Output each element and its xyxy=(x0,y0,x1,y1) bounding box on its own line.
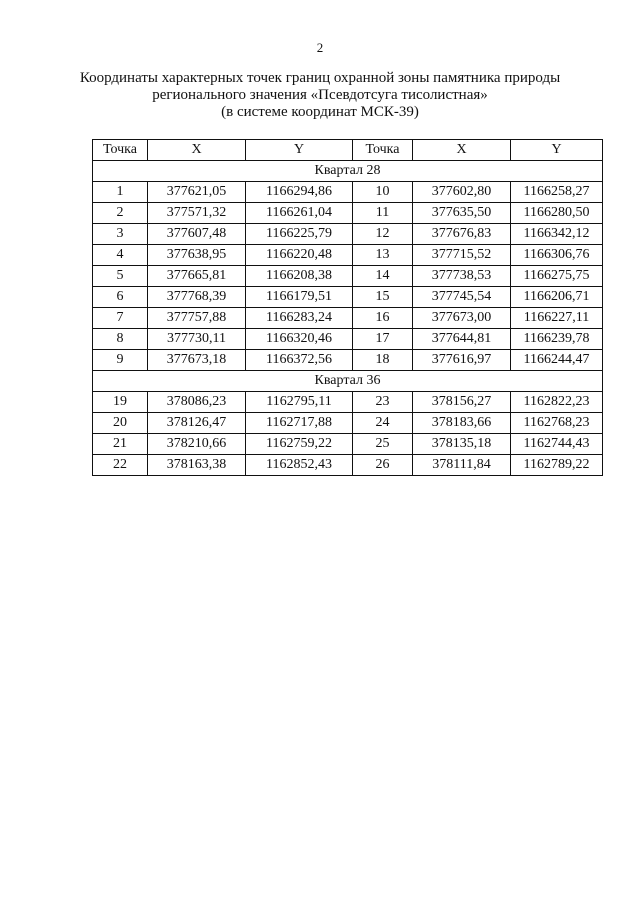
cell-y: 1166208,38 xyxy=(246,266,353,287)
cell-point-2: 14 xyxy=(353,266,413,287)
table-row xyxy=(93,182,603,203)
cell-x: 377673,18 xyxy=(148,350,246,371)
section-label: Квартал 28 xyxy=(93,161,603,182)
cell-point-2: 18 xyxy=(353,350,413,371)
cell-x: 377571,32 xyxy=(148,203,246,224)
cell-x-2: 378111,84 xyxy=(413,455,511,476)
table-row xyxy=(93,308,603,329)
cell-x: 377768,39 xyxy=(148,287,246,308)
cell-point: 2 xyxy=(93,203,148,224)
cell-y: 1166283,24 xyxy=(246,308,353,329)
title-line-1: Координаты характерных точек границ охранной зоны памятника природы xyxy=(79,70,561,86)
section-row xyxy=(93,161,603,182)
cell-x-2: 378135,18 xyxy=(413,434,511,455)
cell-y: 1166294,86 xyxy=(246,182,353,203)
document-title xyxy=(40,70,600,121)
cell-x: 378086,23 xyxy=(148,392,246,413)
cell-point: 21 xyxy=(93,434,148,455)
cell-point-2: 10 xyxy=(353,182,413,203)
cell-point-2: 17 xyxy=(353,329,413,350)
table-row xyxy=(93,266,603,287)
cell-y: 1166261,04 xyxy=(246,203,353,224)
cell-y-2: 1162744,43 xyxy=(511,434,603,455)
header-y: Y xyxy=(246,140,353,161)
cell-point: 22 xyxy=(93,455,148,476)
cell-x-2: 377635,50 xyxy=(413,203,511,224)
title-line-3: (в системе координат МСК-39) xyxy=(221,104,419,120)
header-point-2: Точка xyxy=(353,140,413,161)
cell-x-2: 377715,52 xyxy=(413,245,511,266)
cell-y: 1162852,43 xyxy=(246,455,353,476)
cell-y: 1166320,46 xyxy=(246,329,353,350)
cell-y: 1162759,22 xyxy=(246,434,353,455)
cell-point: 8 xyxy=(93,329,148,350)
cell-x: 377665,81 xyxy=(148,266,246,287)
cell-point-2: 11 xyxy=(353,203,413,224)
cell-x: 377730,11 xyxy=(148,329,246,350)
cell-x-2: 377676,83 xyxy=(413,224,511,245)
title-line-2: регионального значения «Псевдотсуга тисолистная» xyxy=(152,87,488,103)
cell-y-2: 1166342,12 xyxy=(511,224,603,245)
header-x: X xyxy=(148,140,246,161)
cell-x-2: 378156,27 xyxy=(413,392,511,413)
cell-y-2: 1162822,23 xyxy=(511,392,603,413)
cell-point: 3 xyxy=(93,224,148,245)
cell-x: 378163,38 xyxy=(148,455,246,476)
cell-x: 377607,48 xyxy=(148,224,246,245)
section-label: Квартал 36 xyxy=(93,371,603,392)
cell-y-2: 1166258,27 xyxy=(511,182,603,203)
cell-point: 7 xyxy=(93,308,148,329)
table-row xyxy=(93,434,603,455)
header-point: Точка xyxy=(93,140,148,161)
cell-y: 1166372,56 xyxy=(246,350,353,371)
cell-point-2: 12 xyxy=(353,224,413,245)
cell-x: 377638,95 xyxy=(148,245,246,266)
table-row xyxy=(93,329,603,350)
cell-point-2: 16 xyxy=(353,308,413,329)
cell-point: 1 xyxy=(93,182,148,203)
cell-point: 6 xyxy=(93,287,148,308)
cell-x-2: 377745,54 xyxy=(413,287,511,308)
header-y-2: Y xyxy=(511,140,603,161)
cell-y-2: 1162789,22 xyxy=(511,455,603,476)
cell-point: 5 xyxy=(93,266,148,287)
table-row xyxy=(93,224,603,245)
table-header-row xyxy=(93,140,603,161)
table-row xyxy=(93,455,603,476)
table-row xyxy=(93,350,603,371)
page-number: 2 xyxy=(316,40,324,55)
cell-x-2: 377673,00 xyxy=(413,308,511,329)
cell-x-2: 377616,97 xyxy=(413,350,511,371)
table-row xyxy=(93,287,603,308)
cell-x: 378126,47 xyxy=(148,413,246,434)
cell-y: 1166220,48 xyxy=(246,245,353,266)
cell-point: 19 xyxy=(93,392,148,413)
cell-point-2: 24 xyxy=(353,413,413,434)
cell-y-2: 1166306,76 xyxy=(511,245,603,266)
cell-y-2: 1162768,23 xyxy=(511,413,603,434)
coordinates-table xyxy=(92,139,603,476)
cell-x: 377621,05 xyxy=(148,182,246,203)
cell-y-2: 1166280,50 xyxy=(511,203,603,224)
cell-x: 378210,66 xyxy=(148,434,246,455)
cell-point: 9 xyxy=(93,350,148,371)
table-row xyxy=(93,392,603,413)
section-row xyxy=(93,371,603,392)
table-row xyxy=(93,413,603,434)
cell-x-2: 377644,81 xyxy=(413,329,511,350)
cell-y: 1166225,79 xyxy=(246,224,353,245)
cell-point-2: 23 xyxy=(353,392,413,413)
cell-y-2: 1166275,75 xyxy=(511,266,603,287)
cell-x: 377757,88 xyxy=(148,308,246,329)
cell-x-2: 377602,80 xyxy=(413,182,511,203)
cell-x-2: 378183,66 xyxy=(413,413,511,434)
cell-y: 1162795,11 xyxy=(246,392,353,413)
cell-point-2: 13 xyxy=(353,245,413,266)
cell-y: 1166179,51 xyxy=(246,287,353,308)
table-row xyxy=(93,203,603,224)
cell-point: 4 xyxy=(93,245,148,266)
cell-point-2: 25 xyxy=(353,434,413,455)
cell-point-2: 15 xyxy=(353,287,413,308)
cell-y-2: 1166206,71 xyxy=(511,287,603,308)
cell-y-2: 1166244,47 xyxy=(511,350,603,371)
cell-x-2: 377738,53 xyxy=(413,266,511,287)
cell-y: 1162717,88 xyxy=(246,413,353,434)
cell-point-2: 26 xyxy=(353,455,413,476)
table-row xyxy=(93,245,603,266)
cell-y-2: 1166227,11 xyxy=(511,308,603,329)
cell-point: 20 xyxy=(93,413,148,434)
cell-y-2: 1166239,78 xyxy=(511,329,603,350)
header-x-2: X xyxy=(413,140,511,161)
table-body xyxy=(93,161,603,476)
